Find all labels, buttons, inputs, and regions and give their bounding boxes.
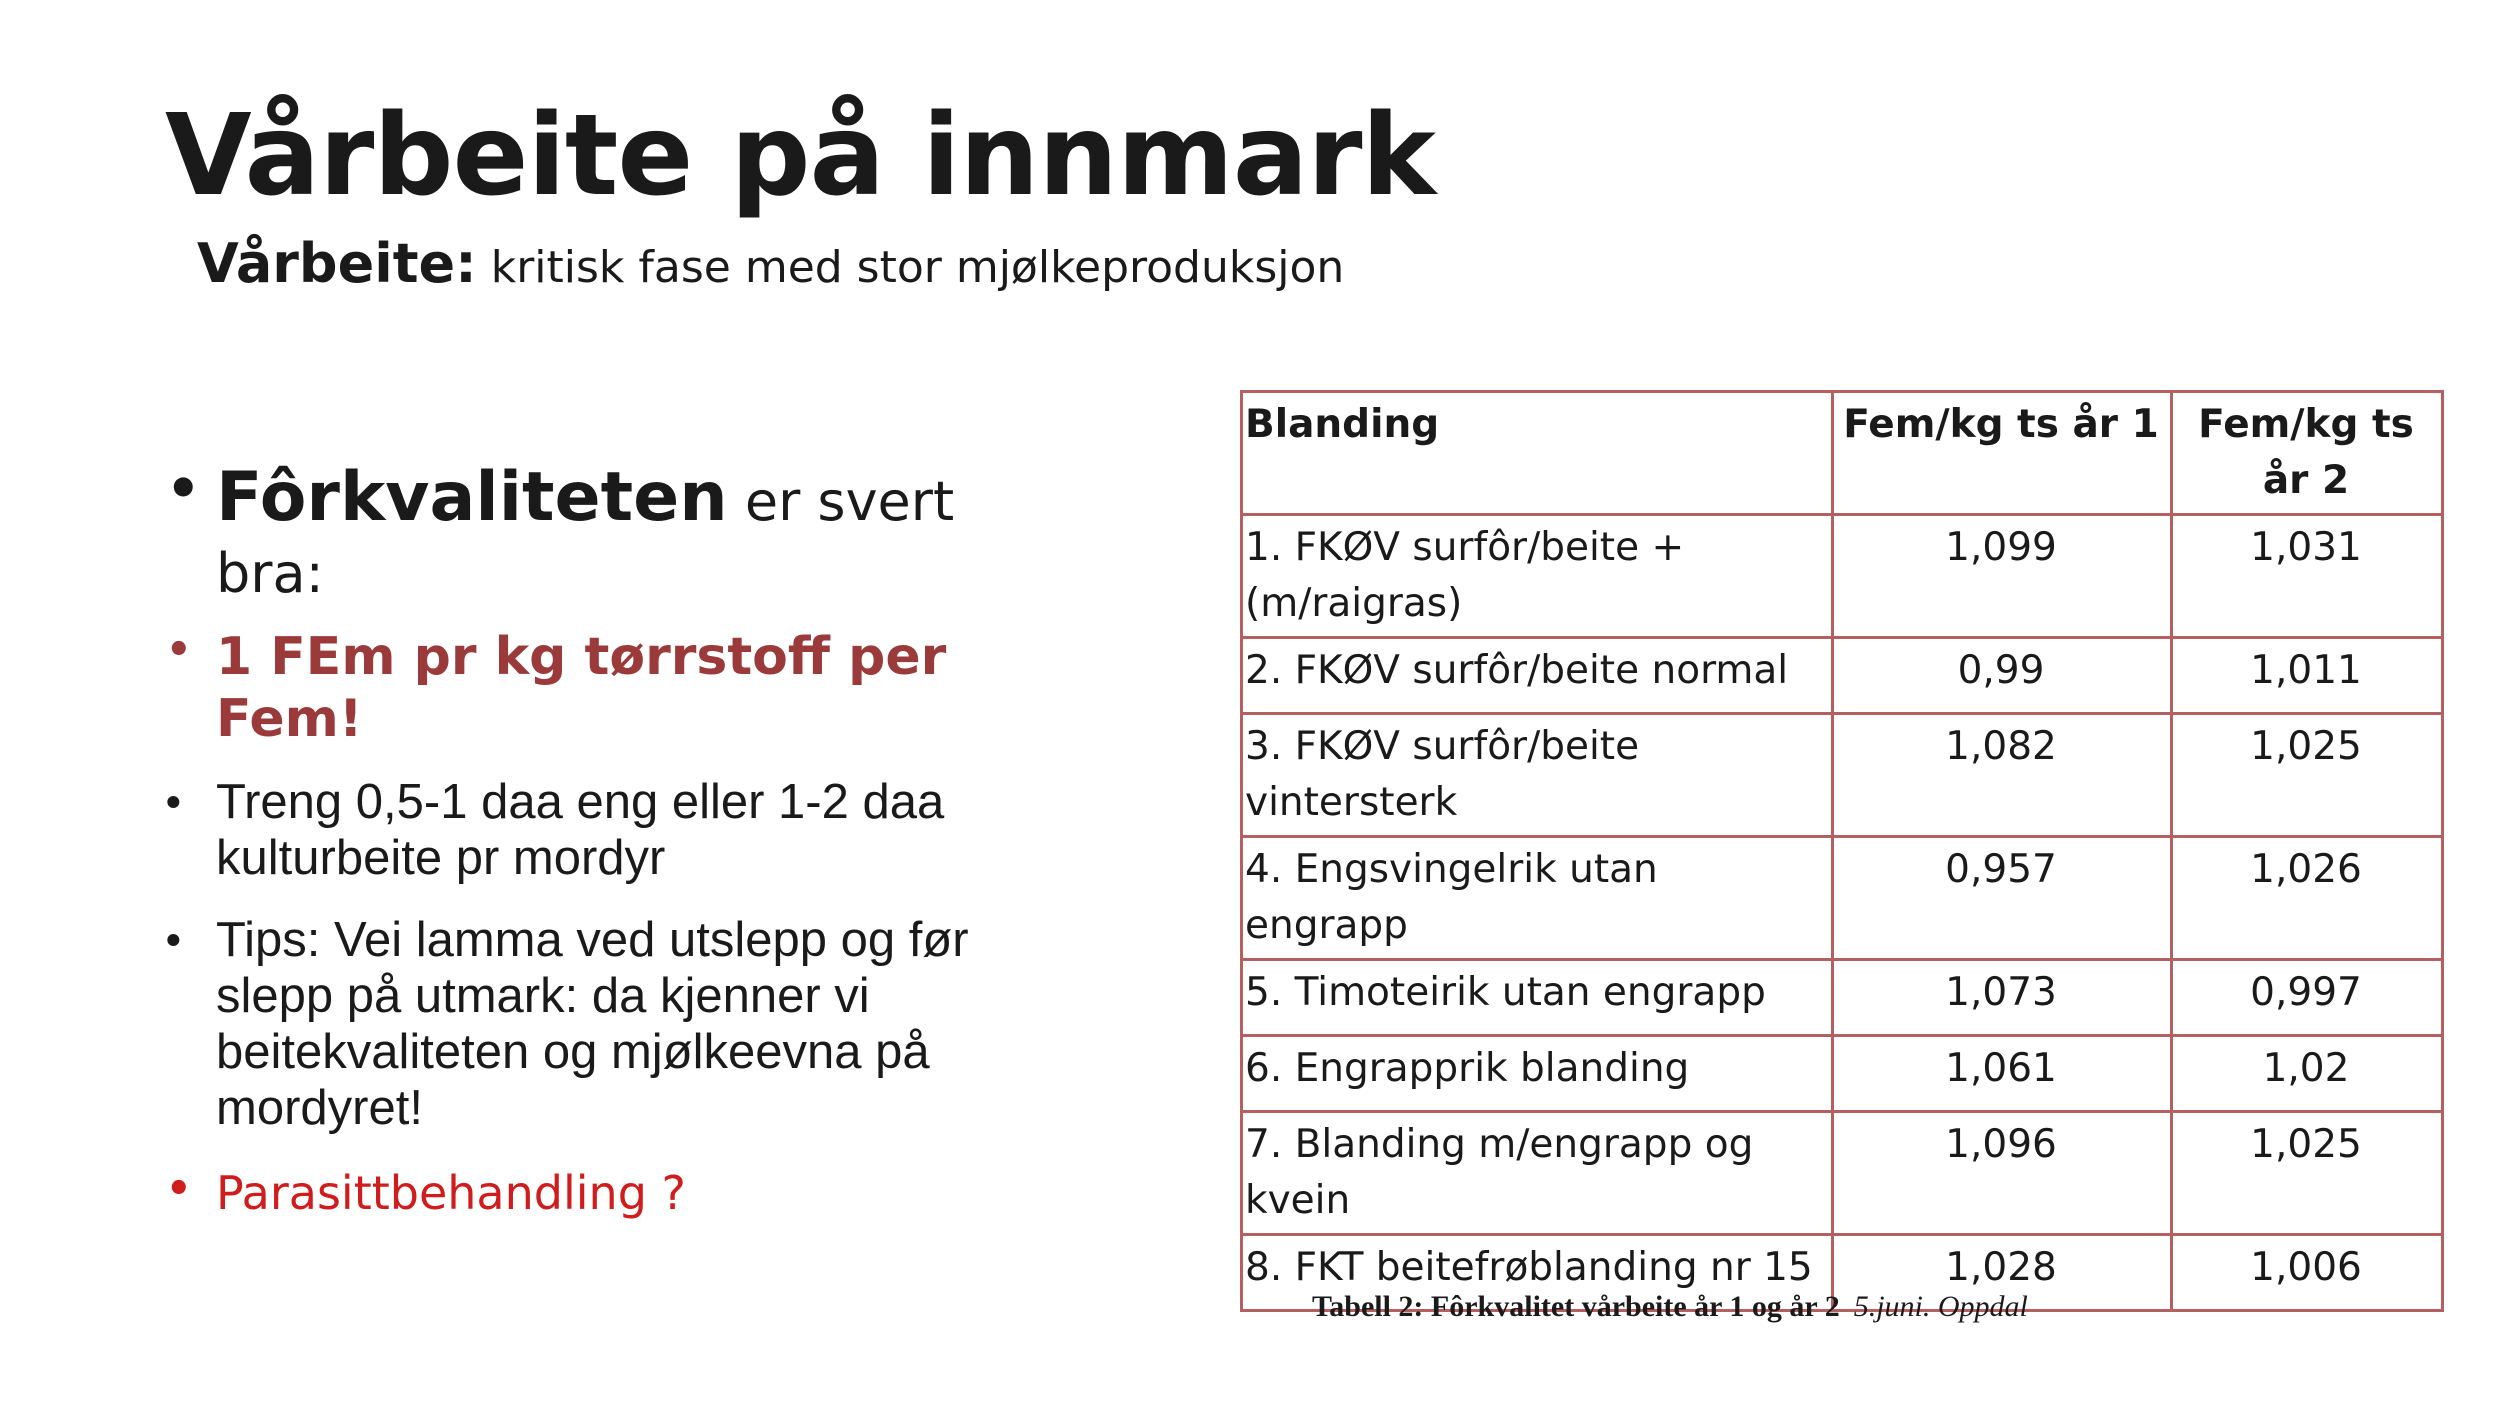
bullet-dot-icon: • xyxy=(166,916,181,964)
cell-year-2: 1,031 xyxy=(2172,515,2443,638)
cell-blanding: 1. FKØV surfôr/beite + (m/raigras) xyxy=(1242,515,1833,638)
cell-year-1: 0,99 xyxy=(1833,638,2172,714)
bullet-dot-icon: • xyxy=(166,1166,192,1213)
table-row xyxy=(1242,638,2443,714)
bullet-fem-text: 1 FEm pr kg tørrstoff per Fem! xyxy=(216,626,947,749)
cell-year-1: 1,082 xyxy=(1833,714,2172,837)
cell-blanding: 8. FKT beitefrøblanding nr 15 xyxy=(1242,1235,1833,1311)
cell-year-1: 1,073 xyxy=(1833,960,2172,1036)
page-title: Vårbeite på innmark xyxy=(165,91,1435,221)
caption-bold: Tabell 2: Fôrkvalitet vårbeite år 1 og år 2 xyxy=(1312,1290,1840,1323)
caption-italic: 5.juni. Oppdal xyxy=(1853,1290,2028,1323)
cell-year-2: 0,997 xyxy=(2172,960,2443,1036)
cell-blanding: 7. Blanding m/engrapp og kvein xyxy=(1242,1112,1833,1235)
cell-blanding: 3. FKØV surfôr/beite vintersterk xyxy=(1242,714,1833,837)
bullet-forkvalitet-text: er svert bra: xyxy=(216,470,955,605)
subtitle-text: kritisk fase med stor mjølkeproduksjon xyxy=(490,242,1345,293)
cell-year-1: 1,099 xyxy=(1833,515,2172,638)
table-row xyxy=(1242,515,2443,638)
cell-blanding: 4. Engsvingelrik utan engrapp xyxy=(1242,837,1833,960)
subtitle xyxy=(197,232,1344,295)
bullet-dot-icon: • xyxy=(166,457,201,520)
feed-quality-table xyxy=(1240,390,2444,1312)
table-row xyxy=(1242,714,2443,837)
cell-blanding: 6. Engrapprik blanding xyxy=(1242,1036,1833,1112)
table-row xyxy=(1242,1112,2443,1235)
subtitle-bold: Vårbeite: xyxy=(197,232,477,295)
bullet-treng-text: Treng 0,5-1 daa eng eller 1-2 daa kulturbeite pr mordyr xyxy=(216,775,945,886)
header-year-1: Fem/kg ts år 1 xyxy=(1833,392,2172,515)
cell-blanding: 2. FKØV surfôr/beite normal xyxy=(1242,638,1833,714)
bullet-tips-text: Tips: Vei lamma ved utslepp og før slepp på utmark: da kjenner vi beitekvaliteten og mjølkeevna på mordyret! xyxy=(216,913,969,1136)
cell-year-1: 1,028 xyxy=(1833,1235,2172,1311)
table-row xyxy=(1242,960,2443,1036)
cell-blanding: 5. Timoteirik utan engrapp xyxy=(1242,960,1833,1036)
cell-year-2: 1,025 xyxy=(2172,1112,2443,1235)
header-blanding: Blanding xyxy=(1242,392,1833,515)
table-header-row xyxy=(1242,392,2443,515)
bullet-parasitt xyxy=(160,1166,1060,1220)
table-caption xyxy=(1312,1290,2028,1324)
bullet-dot-icon: • xyxy=(166,626,192,673)
bullet-forkvalitet-bold: Fôrkvaliteten xyxy=(216,458,728,537)
cell-year-2: 1,011 xyxy=(2172,638,2443,714)
table-row xyxy=(1242,837,2443,960)
cell-year-2: 1,026 xyxy=(2172,837,2443,960)
cell-year-2: 1,006 xyxy=(2172,1235,2443,1311)
bullet-fem xyxy=(160,626,1060,751)
bullet-tips xyxy=(160,912,1060,1136)
bullet-dot-icon: • xyxy=(166,778,181,826)
cell-year-1: 0,957 xyxy=(1833,837,2172,960)
bullet-list xyxy=(160,455,1060,1220)
cell-year-2: 1,02 xyxy=(2172,1036,2443,1112)
header-year-2: Fem/kg ts år 2 xyxy=(2172,392,2443,515)
cell-year-1: 1,096 xyxy=(1833,1112,2172,1235)
bullet-treng xyxy=(160,774,1060,886)
bullet-parasitt-text: Parasittbehandling ? xyxy=(216,1166,686,1221)
bullet-forkvalitet xyxy=(160,455,1060,608)
cell-year-1: 1,061 xyxy=(1833,1036,2172,1112)
cell-year-2: 1,025 xyxy=(2172,714,2443,837)
table-row xyxy=(1242,1036,2443,1112)
